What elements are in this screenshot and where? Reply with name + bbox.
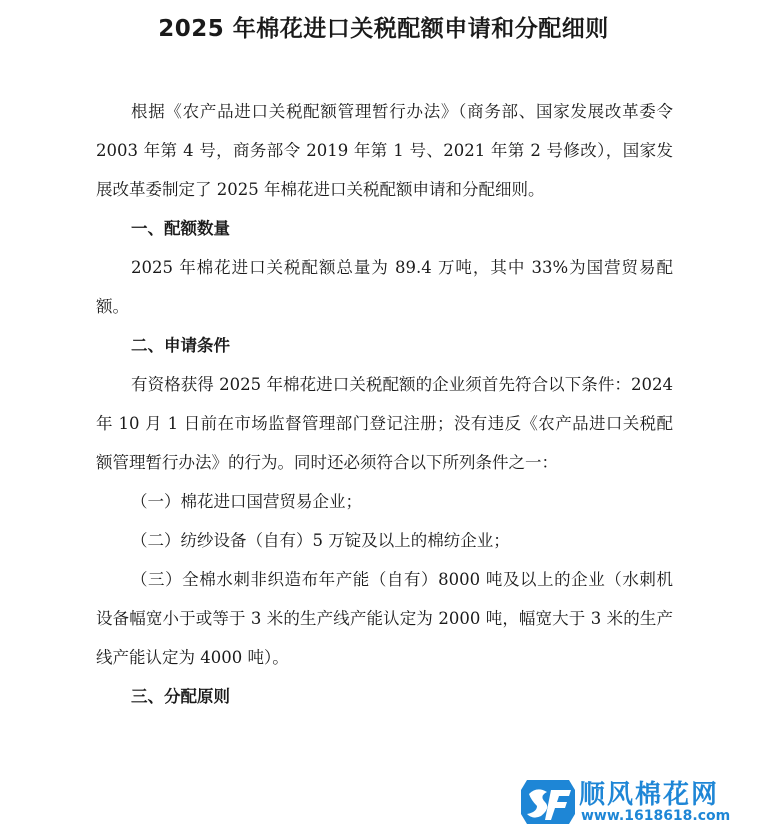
- condition-item-3: （三）全棉水刺非织造布年产能（自有）8000 吨及以上的企业（水刺机设备幅宽小于或等于 3 米的生产线产能认定为 2000 吨，幅宽大于 3 米的生产线产能认定为 4000 吨）。: [96, 570, 673, 667]
- document-title: 2025 年棉花进口关税配额申请和分配细则: [158, 16, 609, 42]
- section-heading-quota: 一、配额数量: [131, 219, 230, 238]
- site-watermark: [519, 772, 757, 832]
- section-heading-conditions: 二、申请条件: [131, 336, 230, 355]
- condition-item-1: （一）棉花进口国营贸易企业；: [131, 492, 362, 511]
- watermark-site-name: 顺风棉花网: [579, 780, 720, 810]
- section-heading-allocation: 三、分配原则: [131, 687, 230, 706]
- shunfeng-logo-icon: [519, 774, 577, 830]
- document-body: [96, 92, 673, 716]
- quota-paragraph: 2025 年棉花进口关税配额总量为 89.4 万吨，其中 33%为国营贸易配额。: [96, 258, 673, 316]
- condition-item-2: （二）纺纱设备（自有）5 万锭及以上的棉纺企业；: [131, 531, 510, 550]
- conditions-paragraph: 有资格获得 2025 年棉花进口关税配额的企业须首先符合以下条件：2024 年 10 月 1 日前在市场监督管理部门登记注册；没有违反《农产品进口关税配额管理暂行办法》的行为。同时还必须符合以下所列条件之一：: [96, 375, 673, 472]
- watermark-site-url: www.1618618.com: [581, 808, 731, 824]
- intro-paragraph: 根据《农产品进口关税配额管理暂行办法》（商务部、国家发展改革委令 2003 年第 4 号，商务部令 2019 年第 1 号、2021 年第 2 号修改），国家发展改革委制定了 2025 年棉花进口关税配额申请和分配细则。: [96, 102, 673, 199]
